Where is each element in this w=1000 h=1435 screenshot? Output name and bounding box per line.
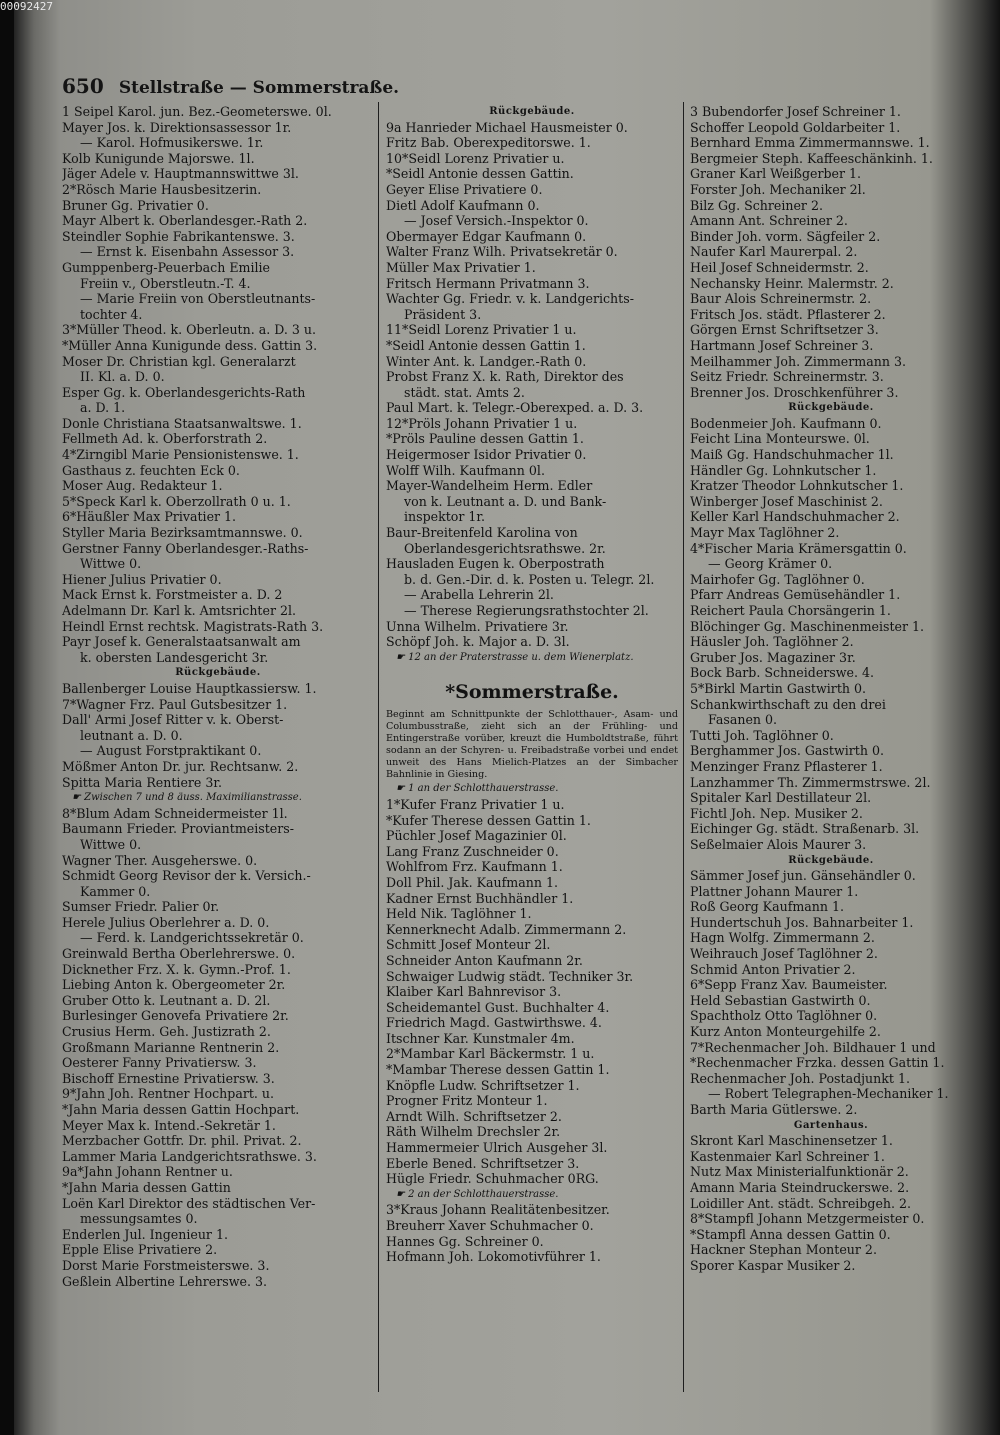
directory-entry: Itschner Kar. Kunstmaler 4m. [386,1030,575,1046]
directory-entry: Wittwe 0. [80,836,142,852]
directory-entry: Mayer-Wandelheim Herm. Edler [386,478,593,494]
directory-entry: *Seidl Antonie dessen Gattin. [386,166,574,182]
directory-entry: Forster Joh. Mechaniker 2l. [690,181,866,197]
directory-entry: Hügle Friedr. Schuhmacher 0RG. [386,1171,599,1187]
directory-entry: — August Forstpraktikant 0. [80,743,262,759]
directory-entry: Ballenberger Louise Hauptkassiersw. 1. [62,680,317,696]
directory-entry: Unna Wilhelm. Privatiere 3r. [386,618,569,634]
directory-entry: Wachter Gg. Friedr. v. k. Landgerichts- [386,291,634,307]
directory-entry: Burlesinger Genovefa Privatiere 2r. [62,1008,289,1024]
directory-column-3 [690,104,972,1274]
directory-entry: Baur Alois Schreinermstr. 2. [690,291,872,307]
directory-entry: Styller Maria Bezirksamtmannswe. 0. [62,525,303,541]
directory-entry: Mack Ernst k. Forstmeister a. D. 2 [62,587,283,603]
column-divider [378,102,379,1392]
directory-entry: Großmann Marianne Rentnerin 2. [62,1039,280,1055]
directory-entry: Hiener Julius Privatier 0. [62,571,222,587]
directory-entry: 7*Wagner Frz. Paul Gutsbesitzer 1. [62,696,288,712]
directory-entry: 4*Fischer Maria Krämersgattin 0. [690,540,907,556]
directory-entry: Görgen Ernst Schriftsetzer 3. [690,322,879,338]
directory-entry: Hofmann Joh. Lokomotivführer 1. [386,1249,601,1265]
directory-entry: Schoffer Leopold Goldarbeiter 1. [690,119,901,135]
directory-entry: Payr Josef k. Generalstaatsanwalt am [62,634,301,650]
directory-entry: Winter Ant. k. Landger.-Rath 0. [386,353,587,369]
directory-entry: 1 Seipel Karol. jun. Bez.-Geometerswe. 0l. [62,104,332,119]
directory-entry: Enderlen Jul. Ingenieur 1. [62,1226,228,1242]
directory-entry: Binder Joh. vorm. Sägfeiler 2. [690,228,881,244]
directory-entry: Kastenmaier Karl Schreiner 1. [690,1148,885,1164]
directory-entry: Crusius Herm. Geh. Justizrath 2. [62,1024,271,1040]
directory-entry: 5*Speck Karl k. Oberzollrath 0 u. 1. [62,493,291,509]
directory-entry: Blöchinger Gg. Maschinenmeister 1. [690,618,925,634]
directory-entry: — Marie Freiin von Oberstleutnants- [80,291,316,307]
directory-entry: Oesterer Fanny Privatiersw. 3. [62,1055,257,1071]
directory-entry: Bernhard Emma Zimmermannswe. 1. [690,135,930,151]
directory-entry: Freiin v., Oberstleutn.-T. 4. [80,275,251,291]
directory-entry: Adelmann Dr. Karl k. Amtsrichter 2l. [62,603,297,618]
directory-entry: Schankwirthschaft zu den drei [690,696,886,712]
directory-entry: Probst Franz X. k. Rath, Direktor des [386,369,624,385]
directory-entry: Doll Phil. Jak. Kaufmann 1. [386,874,558,890]
directory-entry: 12*Pröls Johann Privatier 1 u. [386,415,578,431]
directory-entry: 8*Blum Adam Schneidermeister 1l. [62,805,288,821]
directory-entry: 6*Sepp Franz Xav. Baumeister. [690,977,888,993]
directory-entry: 4*Zirngibl Marie Pensionistenswe. 1. [62,447,299,463]
directory-entry: Gumppenberg-Peuerbach Emilie [62,259,271,275]
directory-entry: Brenner Jos. Droschkenführer 3. [690,384,899,400]
directory-entry: inspektor 1r. [404,509,486,525]
directory-entry: Müller Max Privatier 1. [386,259,536,275]
directory-entry: k. obersten Landesgericht 3r. [80,649,269,665]
directory-entry: *Kufer Therese dessen Gattin 1. [386,812,591,828]
directory-entry: II. Kl. a. D. 0. [80,369,165,385]
directory-entry: Obermayer Edgar Kaufmann 0. [386,228,587,244]
directory-entry: Nechansky Heinr. Malermstr. 2. [690,275,894,291]
directory-entry: 3*Kraus Johann Realitätenbesitzer. [386,1202,610,1218]
directory-entry: Mairhofer Gg. Taglöhner 0. [690,571,865,587]
directory-entry: — Josef Versich.-Inspektor 0. [404,213,589,229]
directory-entry: Reichert Paula Chorsängerin 1. [690,603,891,618]
cross-reference-note: ☛ Zwischen 7 und 8 äuss. Maximilianstrasse. [72,792,302,804]
section-label: Rückgebäude. [788,402,874,414]
directory-entry: Wolff Wilh. Kaufmann 0l. [386,462,545,478]
directory-entry: Moser Aug. Redakteur 1. [62,478,223,494]
directory-entry: *Jahn Maria dessen Gattin Hochpart. [62,1102,300,1117]
section-label: Gartenhaus. [793,1119,869,1131]
directory-entry: Hausladen Eugen k. Oberpostrath [386,556,605,572]
directory-entry: Held Nik. Taglöhner 1. [386,906,532,922]
directory-entry: Heil Josef Schneidermstr. 2. [690,259,869,275]
directory-entry: Kennerknecht Adalb. Zimmermann 2. [386,921,627,937]
directory-entry: Hundertschuh Jos. Bahnarbeiter 1. [690,914,914,930]
directory-entry: Schmitt Josef Monteur 2l. [386,937,551,953]
cross-reference-note: ☛ 1 an der Schlotthauerstrasse. [396,783,559,795]
directory-entry: Winberger Josef Maschinist 2. [690,493,883,509]
directory-entry: Klaiber Karl Bahnrevisor 3. [386,984,562,1000]
directory-entry: — Arabella Lehrerin 2l. [404,587,554,603]
directory-entry: 9*Jahn Joh. Rentner Hochpart. u. [62,1086,275,1102]
directory-entry: Oberlandesgerichtsrathswe. 2r. [404,540,606,556]
directory-entry: Seßelmaier Alois Maurer 3. [690,836,867,852]
directory-entry: Kadner Ernst Buchhändler 1. [386,890,574,906]
directory-entry: Häusler Joh. Taglöhner 2. [690,634,854,650]
directory-entry: Eichinger Gg. städt. Straßenarb. 3l. [690,821,920,837]
directory-entry: Mayr Albert k. Oberlandesger.-Rath 2. [62,213,308,229]
directory-entry: Roß Georg Kaufmann 1. [690,899,845,915]
directory-entry: Pfarr Andreas Gemüsehändler 1. [690,587,901,603]
directory-entry: Dorst Marie Forstmeisterswe. 3. [62,1257,270,1273]
directory-entry: 7*Rechenmacher Joh. Bildhauer 1 und [690,1039,936,1055]
directory-entry: Barth Maria Gütlerswe. 2. [690,1102,858,1117]
directory-entry: Skront Karl Maschinensetzer 1. [690,1133,893,1149]
directory-entry: Bruner Gg. Privatier 0. [62,197,209,213]
directory-entry: Epple Elise Privatiere 2. [62,1242,218,1258]
directory-entry: Wagner Ther. Ausgeherswe. 0. [62,852,258,868]
directory-entry: Loidiller Ant. städt. Schreibgeh. 2. [690,1195,912,1211]
directory-entry: 10*Seidl Lorenz Privatier u. [386,150,565,166]
directory-entry: Hannes Gg. Schreiner 0. [386,1233,544,1249]
page-title: Stellstraße — Sommerstraße. [118,78,400,98]
directory-entry: Heindl Ernst rechtsk. Magistrats-Rath 3. [62,618,324,634]
directory-entry: 5*Birkl Martin Gastwirth 0. [690,680,867,696]
section-label: Rückgebäude. [175,667,261,679]
directory-entry: Mayer Jos. k. Direktionsassessor 1r. [62,119,292,135]
directory-column-1 [62,104,374,1289]
directory-entry: Fellmeth Ad. k. Oberforstrath 2. [62,431,268,447]
directory-entry: Hagn Wolfg. Zimmermann 2. [690,930,875,946]
directory-entry: — Karol. Hofmusikerswe. 1r. [80,135,264,151]
directory-entry: Eberle Bened. Schriftsetzer 3. [386,1155,580,1171]
directory-entry: Berghammer Jos. Gastwirth 0. [690,743,884,759]
directory-entry: Dicknether Frz. X. k. Gymn.-Prof. 1. [62,961,291,977]
directory-entry: Püchler Josef Magazinier 0l. [386,828,567,844]
directory-entry: Steindler Sophie Fabrikantenswe. 3. [62,228,295,244]
directory-entry: messungsamtes 0. [80,1211,198,1227]
directory-entry: Bilz Gg. Schreiner 2. [690,197,823,213]
directory-entry: Räth Wilhelm Drechsler 2r. [386,1124,561,1140]
street-description: Beginnt am Schnittpunkte der Schlotthauer-, Asam- und Columbusstraße, zieht sich an der Frühling- und Entingerstraße vorüber, kreuzt die Humboldtstraße, führt sodann an der Schyren- u. Freibadstraße vorbei und endet unweit des Hans Mielich-Platzes an der Simbacher Bahnlinie in Giesing. [386,709,678,781]
directory-entry: Geyer Elise Privatiere 0. [386,181,543,197]
directory-entry: b. d. Gen.-Dir. d. k. Posten u. Telegr. 2l. [404,571,655,587]
directory-column-2 [386,104,678,1265]
directory-entry: Greinwald Bertha Oberlehrerswe. 0. [62,946,296,962]
directory-entry: Naufer Karl Maurerpal. 2. [690,244,858,260]
directory-entry: Gerstner Fanny Oberlandesger.-Raths- [62,540,309,556]
directory-entry: 2*Rösch Marie Hausbesitzerin. [62,181,262,197]
directory-entry: Seitz Friedr. Schreinermstr. 3. [690,369,884,385]
directory-entry: Schwaiger Ludwig städt. Techniker 3r. [386,968,634,984]
directory-entry: Moser Dr. Christian kgl. Generalarzt [62,353,296,369]
directory-entry: Feicht Lina Monteurswe. 0l. [690,431,870,447]
directory-entry: *Mambar Therese dessen Gattin 1. [386,1062,610,1078]
directory-entry: — Robert Telegraphen-Mechaniker 1. [708,1086,949,1102]
directory-entry: Jäger Adele v. Hauptmannswittwe 3l. [62,166,299,182]
directory-entry: Lanzhammer Th. Zimmermstrswe. 2l. [690,774,931,790]
directory-entry: Arndt Wilh. Schriftsetzer 2. [386,1108,562,1124]
directory-entry: Rechenmacher Joh. Postadjunkt 1. [690,1070,910,1086]
directory-entry: 1*Kufer Franz Privatier 1 u. [386,796,565,812]
directory-entry: Bischoff Ernestine Privatiersw. 3. [62,1070,275,1086]
directory-entry: tochter 4. [80,306,143,322]
directory-entry: Weihrauch Josef Taglöhner 2. [690,946,878,962]
directory-entry: Lang Franz Zuschneider 0. [386,843,559,859]
directory-entry: Fichtl Joh. Nep. Musiker 2. [690,805,863,821]
directory-entry: — Ernst k. Eisenbahn Assessor 3. [80,244,295,260]
directory-entry: Menzinger Franz Pflasterer 1. [690,758,883,774]
directory-entry: Maiß Gg. Handschuhmacher 1l. [690,447,894,463]
directory-entry: Hackner Stephan Monteur 2. [690,1242,877,1258]
directory-entry: 11*Seidl Lorenz Privatier 1 u. [386,322,577,338]
directory-entry: leutnant a. D. 0. [80,727,183,743]
directory-entry: Heigermoser Isidor Privatier 0. [386,447,587,463]
directory-entry: Gruber Otto k. Leutnant a. D. 2l. [62,992,271,1008]
directory-entry: Spitaler Karl Destillateur 2l. [690,790,872,806]
directory-entry: Liebing Anton k. Obergeometer 2r. [62,977,286,993]
directory-entry: Kurz Anton Monteurgehilfe 2. [690,1024,881,1040]
directory-entry: a. D. 1. [80,400,126,416]
directory-entry: *Müller Anna Kunigunde dess. Gattin 3. [62,337,318,353]
directory-entry: Bock Barb. Schneiderswe. 4. [690,665,875,681]
directory-entry: Baumann Frieder. Proviantmeisters- [62,821,294,837]
directory-entry: Mayr Max Taglöhner 2. [690,525,840,541]
directory-entry: 2*Mambar Karl Bäckermstr. 1 u. [386,1046,595,1062]
directory-entry: Kammer 0. [80,883,151,899]
directory-entry: 9a*Jahn Johann Rentner u. [62,1164,233,1180]
directory-entry: Breuherr Xaver Schuhmacher 0. [386,1218,594,1233]
directory-entry: 6*Häußler Max Privatier 1. [62,509,237,525]
directory-entry: Spitta Maria Rentiere 3r. [62,774,223,790]
directory-entry: Keller Karl Handschuhmacher 2. [690,509,900,525]
directory-entry: Fritsch Jos. städt. Pflasterer 2. [690,306,886,322]
directory-entry: Dall' Armi Josef Ritter v. k. Oberst- [62,712,284,728]
directory-entry: Geßlein Albertine Lehrerswe. 3. [62,1273,267,1289]
directory-entry: Fritz Bab. Oberexpeditorswe. 1. [386,135,591,151]
directory-entry: Wittwe 0. [80,556,142,572]
directory-entry: Meilhammer Joh. Zimmermann 3. [690,353,906,369]
section-label: Rückgebäude. [788,854,874,866]
directory-entry: Sporer Kaspar Musiker 2. [690,1257,856,1273]
directory-entry: Schmidt Georg Revisor der k. Versich.- [62,868,311,884]
book-spine-shadow [0,0,14,1435]
directory-entry: Donle Christiana Staatsanwaltswe. 1. [62,415,302,431]
directory-entry: Nutz Max Ministerialfunktionär 2. [690,1164,909,1180]
directory-entry: 9a Hanrieder Michael Hausmeister 0. [386,119,628,135]
directory-entry: *Seidl Antonie dessen Gattin 1. [386,337,586,353]
directory-entry: Baur-Breitenfeld Karolina von [386,525,578,541]
section-label: Rückgebäude. [489,106,575,117]
column-divider [683,102,684,1392]
directory-entry: Esper Gg. k. Oberlandesgerichts-Rath [62,384,306,400]
directory-entry: Sumser Friedr. Palier 0r. [62,899,220,915]
directory-entry: *Stampfl Anna dessen Gattin 0. [690,1226,891,1242]
directory-entry: Hammermeier Ulrich Ausgeher 3l. [386,1140,608,1156]
directory-entry: *Pröls Pauline dessen Gattin 1. [386,431,584,447]
directory-entry: städt. stat. Amts 2. [404,384,525,400]
directory-entry: Meyer Max k. Intend.-Sekretär 1. [62,1117,276,1133]
directory-entry: *Jahn Maria dessen Gattin [62,1179,231,1195]
directory-entry: Hartmann Josef Schreiner 3. [690,337,874,353]
directory-entry: Plattner Johann Maurer 1. [690,883,859,899]
directory-entry: Schmid Anton Privatier 2. [690,961,856,977]
directory-entry: Scheidemantel Gust. Buchhalter 4. [386,999,610,1015]
directory-entry: Schneider Anton Kaufmann 2r. [386,952,583,968]
directory-entry: Kolb Kunigunde Majorswe. 1l. [62,150,255,166]
directory-entry: Friedrich Magd. Gastwirthswe. 4. [386,1015,602,1031]
directory-entry: Progner Fritz Monteur 1. [386,1093,548,1109]
directory-entry: — Ferd. k. Landgerichtssekretär 0. [80,930,304,946]
directory-entry: Held Sebastian Gastwirth 0. [690,992,871,1008]
directory-entry: 3*Müller Theod. k. Oberleutn. a. D. 3 u. [62,322,317,338]
directory-entry: Tutti Joh. Taglöhner 0. [690,727,834,743]
directory-entry: Wohlfrom Frz. Kaufmann 1. [386,859,563,875]
directory-entry: Kratzer Theodor Lohnkutscher 1. [690,478,904,494]
directory-entry: Bodenmeier Joh. Kaufmann 0. [690,415,882,431]
directory-entry: *Rechenmacher Frzka. dessen Gattin 1. [690,1055,945,1071]
directory-entry: Bergmeier Steph. Kaffeeschänkinh. 1. [690,150,933,166]
directory-entry: von k. Leutnant a. D. und Bank- [404,493,607,509]
directory-entry: Loën Karl Direktor des städtischen Ver- [62,1195,316,1211]
directory-entry: 8*Stampfl Johann Metzgermeister 0. [690,1211,925,1227]
directory-entry: Paul Mart. k. Telegr.-Oberexped. a. D. 3. [386,400,644,416]
directory-entry: 3 Bubendorfer Josef Schreiner 1. [690,104,901,119]
directory-entry: Schöpf Joh. k. Major a. D. 3l. [386,634,570,650]
directory-entry: Lammer Maria Landgerichtsrathswe. 3. [62,1148,317,1164]
directory-entry: Graner Karl Weißgerber 1. [690,166,862,182]
directory-entry: Merzbacher Gottfr. Dr. phil. Privat. 2. [62,1133,302,1149]
page-number: 650 [62,74,104,98]
directory-entry: Herele Julius Oberlehrer a. D. 0. [62,914,270,930]
cross-reference-note: ☛ 12 an der Praterstrasse u. dem Wienerplatz. [396,651,634,663]
directory-entry: Walter Franz Wilh. Privatsekretär 0. [386,244,618,260]
directory-entry: Präsident 3. [404,306,482,322]
directory-entry: — Therese Regierungsrathstochter 2l. [404,603,649,618]
directory-entry: Amann Maria Steindruckerswe. 2. [690,1179,910,1195]
directory-entry: Spachtholz Otto Taglöhner 0. [690,1008,878,1024]
directory-entry: Gruber Jos. Magaziner 3r. [690,649,856,665]
cross-reference-note: ☛ 2 an der Schlotthauerstrasse. [396,1188,559,1200]
directory-entry: Knöpfle Ludw. Schriftsetzer 1. [386,1077,580,1093]
directory-entry: — Georg Krämer 0. [708,556,833,572]
street-heading: *Sommerstraße. [445,681,619,704]
scan-id-label: 00092427 [0,0,53,13]
directory-entry: Händler Gg. Lohnkutscher 1. [690,462,877,478]
directory-entry: Fritsch Hermann Privatmann 3. [386,275,590,291]
directory-entry: Amann Ant. Schreiner 2. [690,213,848,229]
directory-entry: Gasthaus z. feuchten Eck 0. [62,462,240,478]
directory-entry: Dietl Adolf Kaufmann 0. [386,197,540,213]
directory-entry: Mößmer Anton Dr. jur. Rechtsanw. 2. [62,758,299,774]
directory-entry: Sämmer Josef jun. Gänsehändler 0. [690,868,916,884]
directory-entry: Fasanen 0. [708,712,778,728]
